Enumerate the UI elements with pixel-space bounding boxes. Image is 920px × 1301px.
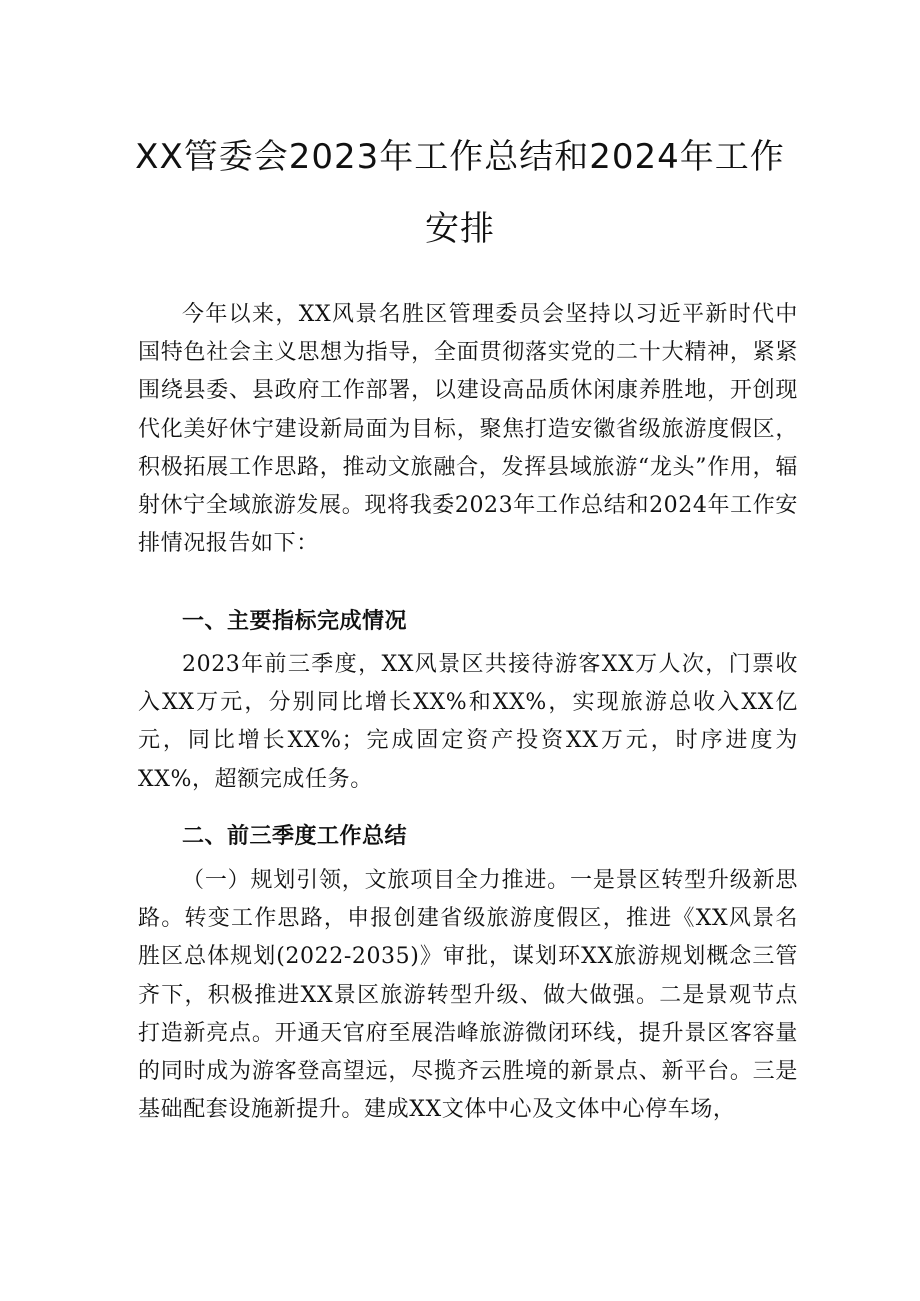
section-heading-summary: 二、前三季度工作总结 [182, 824, 408, 849]
document-title-line2: 安排 [425, 209, 495, 249]
section-heading-indicators: 一、主要指标完成情况 [182, 609, 408, 634]
intro-paragraph: 今年以来，XX风景名胜区管理委员会坚持以习近平新时代中国特色社会主义思想为指导，全面贯彻落实党的二十大精神，紧紧围绕县委、县政府工作部署，以建设高品质休闲康养胜地，开创现代化美好休宁建设新局面为目标，聚焦打造安徽省级旅游度假区，积极拓展工作思路，推动文旅融合，发挥县域旅游“龙头”作用，辐射休宁全域旅游发展。现将我委2023年工作总结和2024年工作安排情况报告如下： [138, 302, 798, 557]
planning-paragraph: （一）规划引领，文旅项目全力推进。一是景区转型升级新思路。转变工作思路，申报创建省级旅游度假区，推进《XX风景名胜区总体规划(2022-2035)》审批，谋划环XX旅游规划概念三管齐下，积极推进XX景区旅游转型升级、做大做强。二是景观节点打造新亮点。开通天官府至展浩峰旅游微闭环线，提升景区客容量的同时成为游客登高望远，尽揽齐云胜境的新景点、新平台。三是基础配套设施新提升。建成XX文体中心及文体中心停车场， [138, 868, 798, 1123]
document-title-line1: XX管委会2023年工作总结和2024年工作 [135, 137, 785, 177]
indicators-paragraph: 2023年前三季度，XX风景区共接待游客XX万人次，门票收入XX万元，分别同比增长XX%和XX%，实现旅游总收入XX亿元，同比增长XX%；完成固定资产投资XX万元，时序进度为XX%，超额完成任务。 [138, 652, 798, 792]
